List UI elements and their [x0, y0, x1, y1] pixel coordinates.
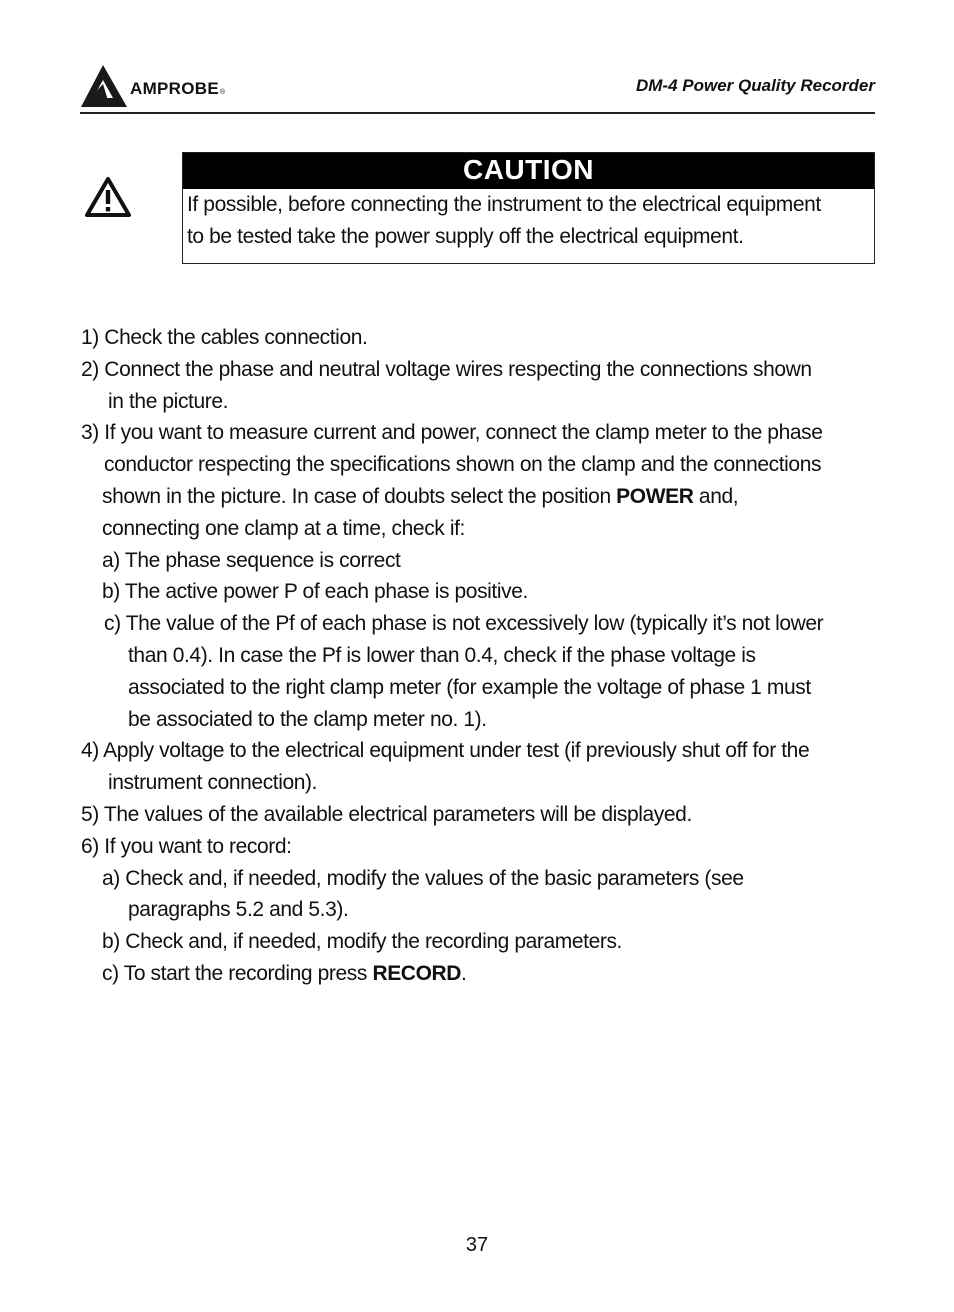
step-6: 6) If you want to record:	[81, 834, 292, 858]
step-6c: c) To start the recording press RECORD.	[102, 961, 467, 985]
document-title: DM-4 Power Quality Recorder	[635, 76, 875, 95]
step-4: 4) Apply voltage to the electrical equipment under test (if previously shut off for the	[81, 739, 810, 763]
power-keyword: POWER	[616, 484, 694, 508]
step-5: 5) The values of the available electrical parameters will be displayed.	[81, 802, 692, 826]
step-3c-cont: be associated to the clamp meter no. 1).	[128, 707, 487, 731]
instruction-list	[81, 322, 876, 990]
step-3b: b) The active power P of each phase is positive.	[102, 580, 528, 604]
record-keyword: RECORD	[372, 961, 462, 985]
caution-title: CAUTION	[183, 153, 874, 189]
step-3-cont: connecting one clamp at a time, check if:	[102, 516, 465, 540]
step-2-cont: in the picture.	[108, 389, 229, 413]
step-6a-cont: paragraphs 5.2 and 5.3).	[128, 898, 349, 922]
step-3: 3) If you want to measure current and power, connect the clamp meter to the phase	[81, 421, 823, 445]
caution-line: If possible, before connecting the instrument to the electrical equipment	[187, 193, 821, 216]
step-4-cont: instrument connection).	[108, 771, 318, 795]
brand-name: AMPROBE®	[130, 79, 226, 98]
step-6a: a) Check and, if needed, modify the values of the basic parameters (see	[102, 866, 744, 890]
warning-icon	[84, 176, 132, 218]
step-1: 1) Check the cables connection.	[81, 326, 368, 349]
caution-line: to be tested take the power supply off the electrical equipment.	[187, 225, 744, 248]
step-3a: a) The phase sequence is correct	[102, 548, 401, 572]
step-2: 2) Connect the phase and neutral voltage wires respecting the connections shown	[81, 357, 812, 381]
step-3c-cont: than 0.4). In case the Pf is lower than 0.4, check if the phase voltage is	[128, 643, 756, 667]
step-6b: b) Check and, if needed, modify the recording parameters.	[102, 930, 622, 954]
page-header	[80, 60, 875, 114]
caution-text	[183, 189, 874, 253]
page-number: 37	[465, 1234, 489, 1256]
step-3-cont: shown in the picture. In case of doubts select the position POWER and,	[102, 484, 739, 508]
amprobe-triangle-icon	[80, 64, 130, 108]
step-3c-cont: associated to the right clamp meter (for example the voltage of phase 1 must	[128, 675, 811, 699]
step-3c: c) The value of the Pf of each phase is not excessively low (typically it’s not lower	[104, 612, 824, 636]
caution-box	[182, 152, 875, 264]
step-3-cont: conductor respecting the specifications shown on the clamp and the connections	[104, 453, 822, 477]
